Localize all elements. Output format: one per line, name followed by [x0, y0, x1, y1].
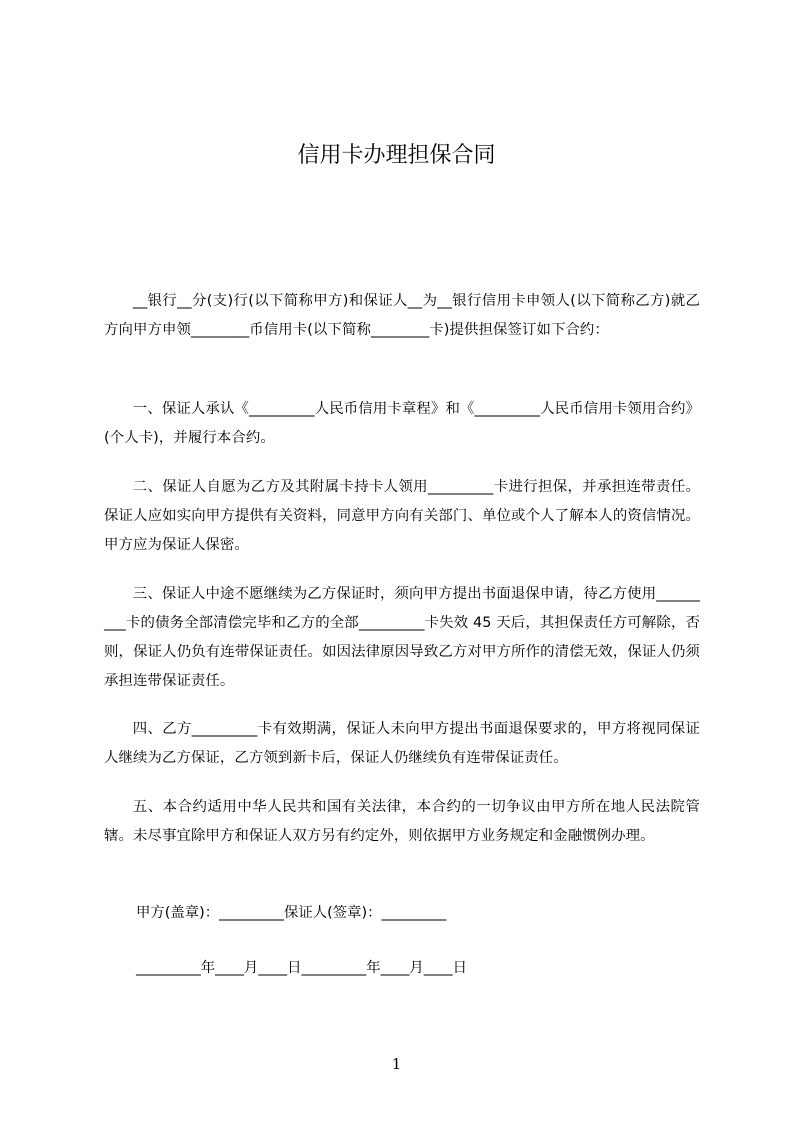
paragraph-text: __银行__分(支)行(以下简称甲方)和保证人__为__银行信用卡申领人(以下简称乙方)就乙方向甲方申领________币信用卡(以下简称________卡)提供担保签订如下合约：: [104, 293, 700, 338]
clause-4-paragraph: [104, 715, 700, 773]
page-number: 1: [391, 1055, 402, 1073]
paragraph-text: 五、本合约适用中华人民共和国有关法律，本合约的一切争议由甲方所在地人民法院管辖。未尽事宜除甲方和保证人双方另有约定外，则依据甲方业务规定和金融惯例办理。: [104, 799, 700, 844]
clause-2-paragraph: [104, 473, 700, 560]
paragraph-text: 二、保证人自愿为乙方及其附属卡持卡人领用_________卡进行担保，并承担连带责任。保证人应如实向甲方提供有关资料，同意甲方向有关部门、单位或个人了解本人的资信情况。甲方应为保证人保密。: [104, 479, 700, 553]
intro-paragraph: [104, 287, 700, 345]
clause-1-paragraph: [104, 395, 700, 453]
paragraph-text: 一、保证人承认《_________人民币信用卡章程》和《_________人民币信用卡领用合约》(个人卡)，并履行本合约。: [104, 401, 700, 446]
date-line: _________年____月____日_________年____月____日: [136, 960, 467, 976]
paragraph-text: 四、乙方_________卡有效期满，保证人未向甲方提出书面退保要求的，甲方将视同保证人继续为乙方保证，乙方领到新卡后，保证人仍继续负有连带保证责任。: [104, 721, 700, 766]
clause-5-paragraph: [104, 793, 700, 851]
page-title: 信用卡办理担保合同: [297, 143, 496, 168]
paragraph-text: 三、保证人中途不愿继续为乙方保证时，须向甲方提出书面退保申请，待乙方使用_________卡的债务全部清偿完毕和乙方的全部_________卡失效 45 天后，其担保责任方可解除，否则，保证人仍负有连带保证责任。如因法律原因导致乙方对甲方所作的清偿无效，保证人仍须承担连带保证责任。: [104, 586, 700, 689]
clause-3-paragraph: [104, 580, 700, 696]
signature-line: 甲方(盖章)：_________保证人(签章)：_________: [136, 905, 447, 921]
